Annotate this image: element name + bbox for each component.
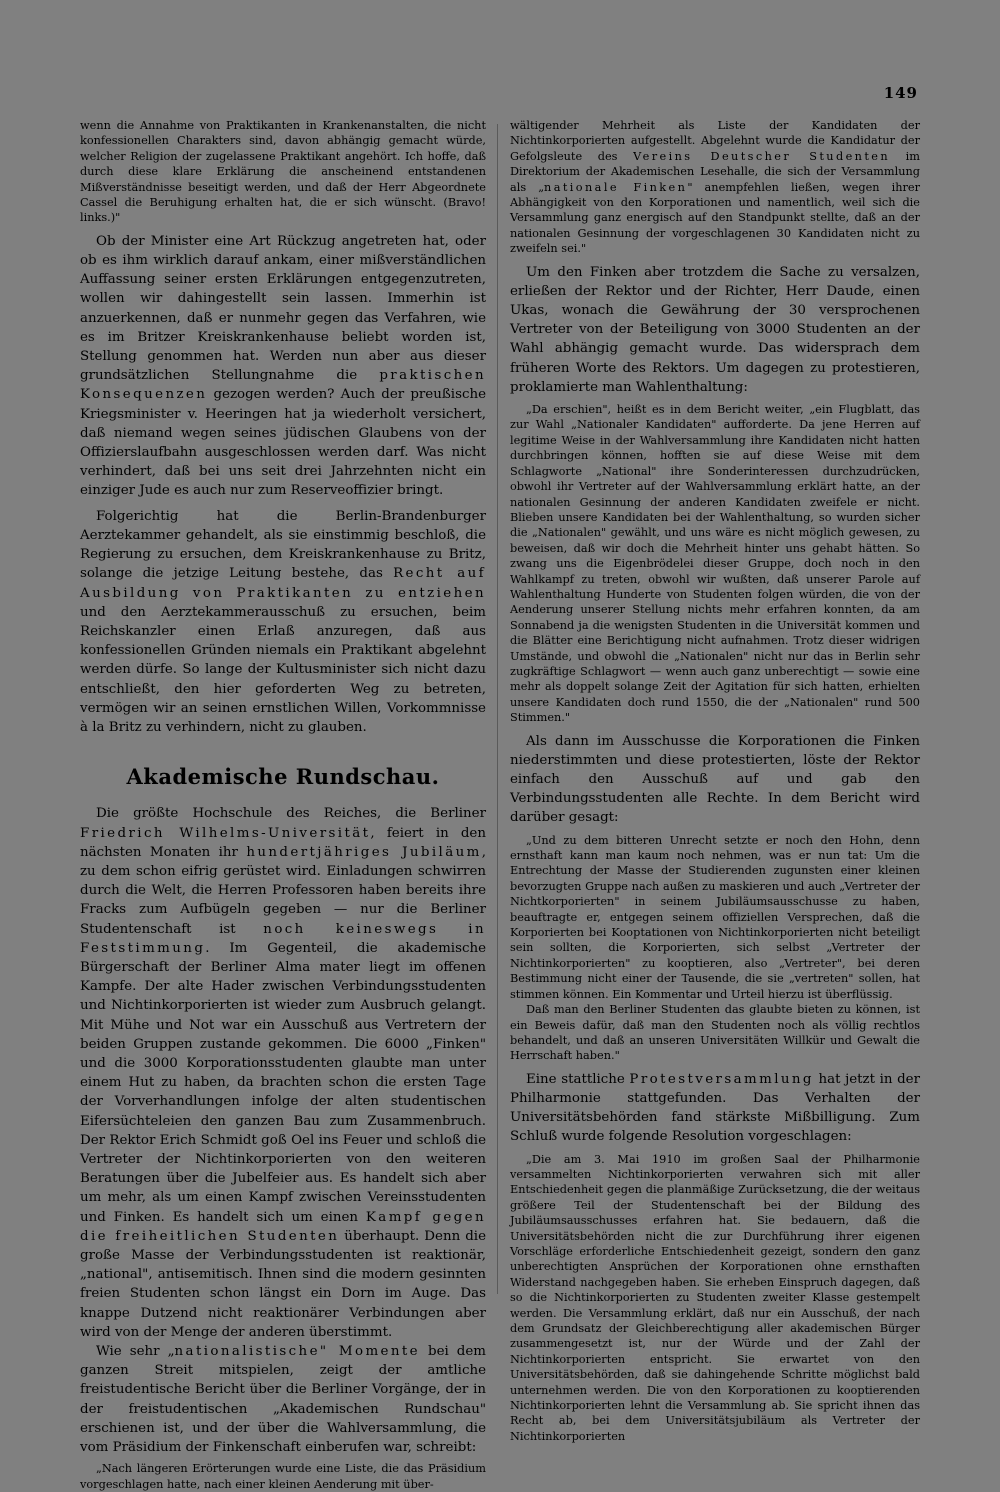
paragraph-hochschule: Die größte Hochschule des Reiches, die Berliner Friedrich Wilhelms-Universität, feiert in den nächsten Monaten ihr hundertjähriges Jubiläum, zu dem schon eifrig gerüstet wird. Einladungen schwirren durch die Welt, die Herren Professoren haben bereits ihre Fracks zum Aufbügeln gegeben — nur die Berliner Studentenschaft ist noch keineswegs in Feststimmung. Im Gegenteil, die akademische Bürgerschaft der Berliner Alma mater liegt im offenen Kampfe. Der alte Hader zwischen Verbindungsstudenten und Nichtinkorporierten ist wieder zum Ausbruch gelangt. Mit Mühe und Not war ein Ausschuß aus Vertretern der beiden Gruppen zustande gekommen. Die 6000 „Finken" und die 3000 Korporationsstudenten glaubte man unter einem Hut zu haben, da brachten schon die ersten Tage der Vorverhandlungen infolge der alten studentischen Eifersüchteleien den ganzen Bau zum Zusammenbruch. Der Rektor Erich Schmidt goß Oel ins Feuer und schloß die Vertreter der Nichtinkorporierten von den weiteren Beratungen über die Jubelfeier aus. Es handelt sich aber um mehr, als um einen Kampf zwischen Vereinsstudenten und Finken. Es handelt sich um einen Kampf gegen die freiheitlichen Studenten überhaupt. Denn die große Masse der Verbindungsstudenten ist reaktionär, „national", antisemitisch. Ihnen sind die modern gesinnten freien Studenten schon längst ein Dorn im Auge. Das knappe Dutzend nicht reaktionärer Verbindungen aber wird von der Menge der anderen überstimmt.	[80, 806, 486, 1340]
quote-bottom-text: „Nach längeren Erörterungen wurde eine Liste, die das Präsidium vorgeschlagen hatte, nach einer kleinen Aenderung mit über-	[80, 1462, 486, 1491]
quote-resolution: „Die am 3. Mai 1910 im großen Saal der Philharmonie versammelten Nichtinkorporierten verwahren sich mit aller Entschiedenheit gegen die planmäßige Zurücksetzung, die der weitaus größere Teil der Studentenschaft bei der Bildung des Jubiläumsausschusses erfahren hat. Sie bedauern, daß die Universitätsbehörden nicht die zur Durchführung ihrer eigenen Vorschläge erforderliche Entschiedenheit gezeigt, sondern den ganz unberechtigten Ansprüchen der Korporationen ohne ernsthaften Widerstand nachgegeben haben. Sie erheben Einspruch dagegen, daß so die Nichtinkorporierten zu Studenten zweiter Klasse gestempelt werden. Die Versammlung erklärt, daß nur ein Ausschuß, der nach dem Grundsatz der Gleichberechtigung aller akademischen Bürger zusammengesetzt ist, nur der Würde und der Zahl der Nichtinkorporierten entspricht. Sie erwartet von den Universitätsbehörden, daß sie dahingehende Schritte möglichst bald unternehmen werden. Die von den Korporationen zu kooptierenden Nichtinkorporierten lehnt die Versammlung ab. Sie spricht ihnen das Recht ab, bei dem Universitätsjubiläum als Vertreter der Nichtinkorporierten	[510, 1152, 920, 1443]
left-column	[80, 118, 486, 1492]
page-number: 149	[883, 84, 918, 102]
right-column	[510, 118, 920, 1444]
paragraph-finken: Um den Finken aber trotzdem die Sache zu versalzen, erließen der Rektor und der Richter, Herr Daude, einen Ukas, wonach die Gewährung der 30 versprochenen Vertreter von der Beteiligung von 3000 Studenten an der Wahl abhängig gemacht wurde. Das widersprach dem früheren Worte des Rektors. Um dagegen zu protestieren, proklamierte man Wahlenthaltung:	[510, 264, 920, 395]
quote-continued: wältigender Mehrheit als Liste der Kandidaten der Nichtinkorporierten aufgestellt. Abgelehnt wurde die Kandidatur der Gefolgsleute des Vereins Deutscher Studenten im Direktorium der Akademischen Lesehalle, die sich der Versammlung als „nationale Finken" anempfehlen ließen, wegen ihrer Abhängigkeit von den Korporationen und namentlich, weil sich die Versammlung ganz energisch auf den Standpunkt stellte, daß an der nationalen Gesinnung der vorgeschlagenen 30 Kandidaten nicht zu zweifeln sei."	[510, 119, 921, 256]
paragraph-aerztekammer: Folgerichtig hat die Berlin-Brandenburger Aerztekammer gehandelt, als sie einstimmig beschloß, die Regierung zu ersuchen, dem Kreiskrankenhause zu Britz, solange die jetzige Leitung bestehe, das Recht auf Ausbildung von Praktikanten zu entziehen und den Aerztekammerausschuß zu ersuchen, beim Reichskanzler einen Erlaß anzuregen, daß aus konfessionellen Gründen niemals ein Praktikant abgelehnt werden dürfe. So lange der Kultusminister sich nicht dazu entschließt, den hier geforderten Weg zu betreten, vermögen wir an seinen ernstlichen Willen, Vorkommnisse à la Britz zu verhindern, nicht zu glauben.	[80, 508, 486, 735]
paragraph-minister: Ob der Minister eine Art Rückzug angetreten hat, oder ob es ihm wirklich darauf ankam, einer mißverständlichen Auffassung seiner ersten Erklärungen entgegenzutreten, wollen wir dahingestellt sein lassen. Immerhin ist anzuerkennen, daß er nunmehr gegen das Verfahren, wie es im Britzer Kreiskrankenhause beliebt worden ist, Stellung genommen hat. Werden nun aber aus dieser grundsätzlichen Stellungnahme die praktischen Konsequenzen gezogen werden? Auch der preußische Kriegsminister v. Heeringen hat ja wiederholt versichert, daß niemand wegen seines jüdischen Glaubens von der Offizierslaufbahn ausgeschlossen werden darf. Was nicht verhindert, daß bei uns seit drei Jahrzehnten nicht ein einziger Jude es auch nur zum Reserveoffizier bringt.	[80, 233, 486, 499]
quote-top-text: wenn die Annahme von Praktikanten in Krankenanstalten, die nicht konfessionellen Charakters sind, davon abhängig gemacht würde, welcher Religion der zugelassene Praktikant angehört. Ich hoffe, daß durch diese klare Erklärung die anscheinend entstandenen Mißverständnisse beseitigt werden, und daß der Herr Abgeordnete Cassel die Beruhigung erhalten hat, die er sich wünscht. (Bravo! links.)"	[80, 119, 486, 225]
paragraph-ausschuss: Als dann im Ausschusse die Korporationen die Finken niederstimmten und diese protestierten, löste der Rektor einfach den Ausschuß auf und gab den Verbindungsstudenten alle Rechte. In dem Bericht wird darüber gesagt:	[510, 733, 920, 826]
paragraph-protest: Eine stattliche Protestversammlung hat jetzt in der Philharmonie stattgefunden. Das Verhalten der Universitätsbehörden fand stärkste Mißbilligung. Zum Schluß wurde folgende Resolution vorgeschlagen:	[510, 1071, 920, 1145]
quote-top	[80, 118, 486, 226]
quote-unrecht: „Und zu dem bitteren Unrecht setzte er noch den Hohn, denn ernsthaft kann man kaum noch nehmen, was er nun tat: Um die Entrechtung der Masse der Studierenden zugunsten einer kleinen bevorzugten Gruppe nach außen zu maskieren und auch „Vertreter der Nichtkorporierten" in seinem Jubiläumsausschusse zu haben, beauftragte er, entgegen seinem offiziellen Versprechen, daß die Korporierten bei Kooptationen von Nichtinkorporierten nicht beteiligt sein sollten, die Korporierten, sich selbst „Vertreter der Nichtinkorporierten" zu kooptieren, also „Vertreter", bei deren Bestimmung nicht einer der Tausende, die sie „vertreten" sollen, hat stimmen können. Ein Kommentar und Urteil hierzu ist überflüssig. Daß man den Berliner Studenten das glaubte bieten zu können, ist ein Beweis dafür, daß man den Studenten noch als völlig rechtlos behandelt, und daß an unseren Universitäten Willkür und Gewalt die Herrschaft haben."	[510, 833, 920, 1063]
quote-bottom	[80, 1461, 486, 1492]
quote-flugblatt: „Da erschien", heißt es in dem Bericht weiter, „ein Flugblatt, das zur Wahl „Nationaler Kandidaten" aufforderte. Da jene Herren auf legitime Weise in der Wahlversammlung ihre Kandidaten nicht hatten durchbringen können, hofften sie auf diese Weise mit dem Schlagworte „National" ihre Sonderinteressen durchzudrücken, obwohl ihr Vertreter auf der Wahlversammlung erklärt hatte, an der nationalen Gesinnung der anderen Kandidaten zweifele er nicht. Blieben unsere Kandidaten bei der Wahlenthaltung, so wurden sicher die „Nationalen" gewählt, und uns wäre es nicht möglich gewesen, zu beweisen, daß wir doch die Mehrheit hinter uns gehabt hätten. So zwang uns die Eigenbrödelei dieser Gruppe, doch noch in den Wahlkampf zu treten, obwohl wir wußten, daß unserer Parole auf Wahlenthaltung Hunderte von Studenten folgen würden, die von der Aenderung unserer Stellung nichts mehr erfahren konnten, da am Sonnabend ja die wenigsten Studenten in die Universität kommen und die Blätter eine Berichtigung nicht aufnahmen. Trotz dieser widrigen Umstände, und obwohl die „Nationalen" nicht nur das in Berlin sehr zugkräftige Schlagwort — wenn auch ganz unberechtigt — sowie eine mehr als doppelt solange Zeit der Agitation für sich hatten, erhielten unsere Kandidaten doch rund 1550, die der „Nationalen" rund 500 Stimmen."	[510, 403, 920, 725]
section-heading: Akademische Rundschau.	[126, 764, 440, 790]
column-divider	[497, 124, 498, 1294]
paragraph-nationalistisch: Wie sehr „nationalistische" Momente bei dem ganzen Streit mitspielen, zeigt der amtliche freistudentische Bericht über die Berliner Vorgänge, der in der freistudentischen „Akademischen Rundschau" erschienen ist, und der über die Wahlversammlung, die vom Präsidium der Finkenschaft einberufen war, schreibt:	[80, 1344, 486, 1456]
